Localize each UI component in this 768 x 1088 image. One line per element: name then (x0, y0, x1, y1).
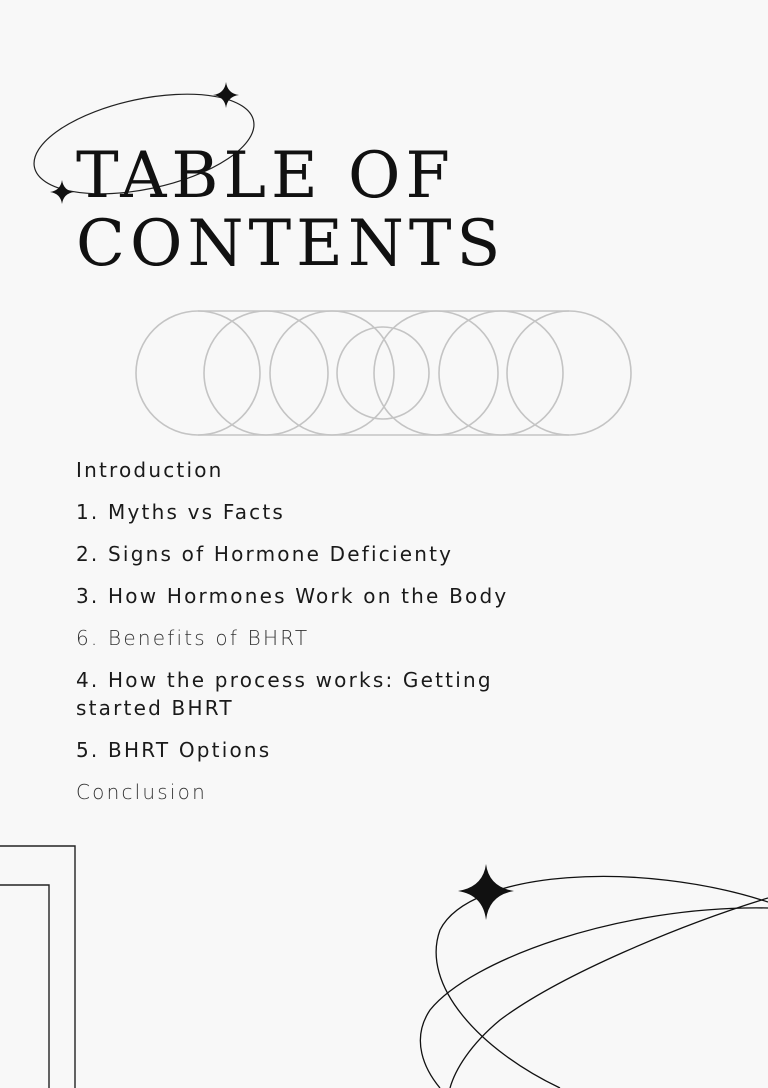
sparkle-icon (458, 864, 514, 920)
toc-item-signs-of-deficiency[interactable]: 2. Signs of Hormone Deficienty (76, 542, 454, 566)
title-line-2: CONTENTS (76, 207, 506, 281)
toc-list (76, 456, 536, 820)
toc-item-myths-vs-facts[interactable]: 1. Myths vs Facts (76, 500, 286, 524)
sparkle-icon (213, 82, 239, 108)
overlapping-circles (136, 311, 631, 435)
toc-item-benefits-of-bhrt[interactable]: 6. Benefits of BHRT (76, 626, 310, 650)
toc-item-introduction[interactable]: Introduction (76, 458, 224, 482)
corner-frame (0, 846, 75, 1088)
toc-item-getting-started[interactable]: 4. How the process works: Getting started BHRT (76, 668, 493, 720)
toc-item-bhrt-options[interactable]: 5. BHRT Options (76, 738, 272, 762)
toc-item-how-hormones-work[interactable]: 3. How Hormones Work on the Body (76, 584, 509, 608)
toc-item-conclusion[interactable]: Conclusion (76, 780, 207, 804)
page-title (76, 139, 506, 281)
sparkle-icon (50, 180, 74, 204)
title-line-1: TABLE OF (76, 139, 455, 213)
bottom-orbit-arcs (420, 876, 768, 1088)
